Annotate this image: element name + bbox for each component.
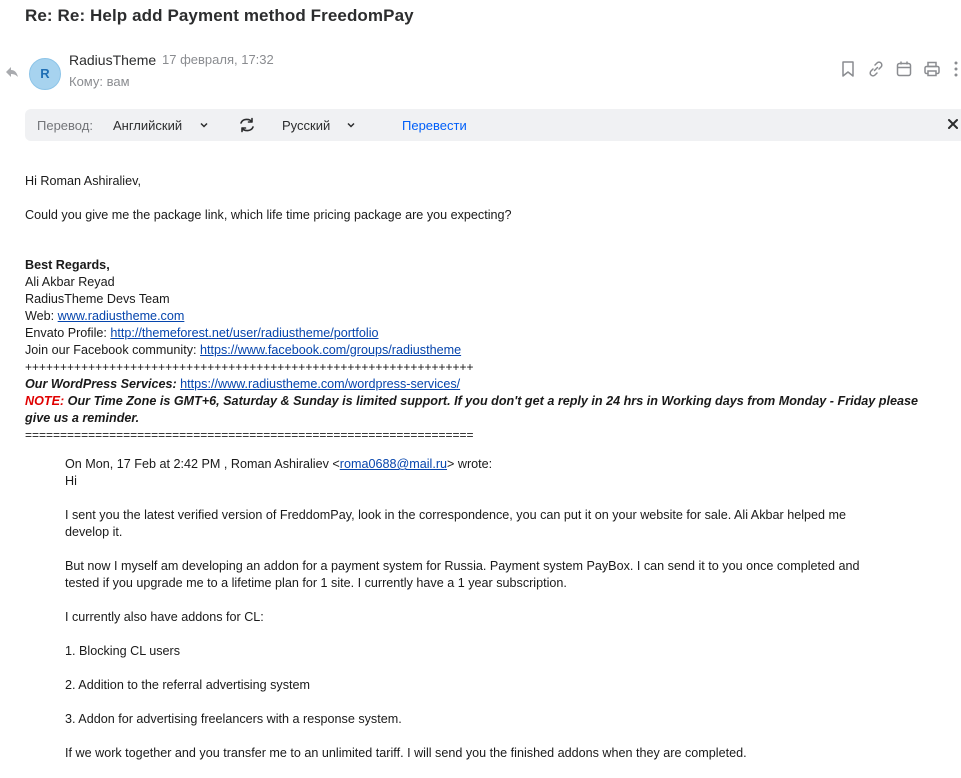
list-item: 2. Addition to the referral advertising system	[65, 678, 310, 692]
swap-languages-icon[interactable]	[238, 117, 256, 133]
note-label: NOTE:	[25, 394, 65, 408]
translate-bar	[25, 109, 961, 141]
equals-divider: ================================================================	[25, 428, 474, 442]
question: Could you give me the package link, which life time pricing package are you expecting?	[25, 208, 512, 222]
services-link[interactable]: https://www.radiustheme.com/wordpress-services/	[180, 377, 461, 391]
recipient-line: Кому: вам	[69, 74, 130, 89]
quote-hi: Hi	[65, 474, 77, 488]
translate-button[interactable]: Перевести	[402, 118, 467, 133]
signature-services	[25, 376, 460, 393]
source-language-select[interactable]: Английский	[113, 118, 183, 133]
bookmark-icon[interactable]	[839, 60, 857, 78]
email-subject: Re: Re: Help add Payment method FreedomPay	[25, 6, 414, 25]
signature-web	[25, 308, 184, 325]
signature-name: Ali Akbar Reyad	[25, 275, 115, 289]
timezone-note	[25, 393, 918, 410]
facebook-link[interactable]: https://www.facebook.com/groups/radiustheme	[200, 343, 462, 357]
greeting: Hi Roman Ashiraliev,	[25, 174, 141, 188]
quote-paragraph-2-cont: tested if you upgrade me to a lifetime plan for 1 site. I currently have a 1 year subscription.	[65, 576, 567, 590]
close-icon[interactable]	[945, 116, 961, 132]
quote-paragraph-4: If we work together and you transfer me to an unlimited tariff. I will send you the finished addons when they are completed.	[65, 746, 747, 760]
envato-label: Envato Profile:	[25, 326, 111, 340]
facebook-label: Join our Facebook community:	[25, 343, 200, 357]
quote-paragraph-2: But now I myself am developing an addon for a payment system for Russia. Payment system PayBox. I can send it to you once completed and	[65, 559, 860, 573]
signature-facebook	[25, 342, 461, 359]
signature-envato	[25, 325, 379, 342]
translate-label: Перевод:	[37, 118, 93, 133]
quote-email-link[interactable]: roma0688@mail.ru	[339, 457, 448, 471]
avatar[interactable]: R	[29, 58, 61, 90]
target-language-select[interactable]: Русский	[282, 118, 331, 133]
reply-arrow-icon[interactable]	[5, 66, 19, 78]
chevron-down-icon[interactable]	[200, 122, 208, 128]
list-item: 1. Blocking CL users	[65, 644, 181, 658]
signature-team: RadiusTheme Devs Team	[25, 292, 170, 306]
email-date: 17 февраля, 17:32	[162, 52, 274, 67]
quote-paragraph-1-cont: develop it.	[65, 525, 123, 539]
quote-header-text: On Mon, 17 Feb at 2:42 PM , Roman Ashiraliev <	[65, 457, 340, 471]
chevron-down-icon[interactable]	[347, 122, 355, 128]
link-icon[interactable]	[867, 60, 885, 78]
quote-paragraph-1: I sent you the latest verified version of FreddomPay, look in the correspondence, you can put it on your website for sale. Ali Akbar helped me	[65, 508, 847, 522]
list-item: 3. Addon for advertising freelancers with a response system.	[65, 712, 402, 726]
print-icon[interactable]	[923, 60, 941, 78]
timezone-note-cont: give us a reminder.	[25, 411, 140, 425]
services-label: Our WordPress Services:	[25, 377, 177, 391]
quote-paragraph-3: I currently also have addons for CL:	[65, 610, 264, 624]
note-text: Our Time Zone is GMT+6, Saturday & Sunday is limited support. If you don't get a reply in 24 hrs in Working days from Monday - Friday please	[64, 394, 919, 408]
web-link[interactable]: www.radiustheme.com	[57, 309, 185, 323]
quote-header-end: > wrote:	[447, 457, 493, 471]
signoff: Best Regards,	[25, 258, 110, 272]
sender-name[interactable]: RadiusTheme	[69, 52, 157, 68]
quote-header	[65, 456, 492, 473]
plus-divider: ++++++++++++++++++++++++++++++++++++++++++++++++++++++++++++++++	[25, 360, 474, 374]
more-icon[interactable]	[951, 60, 961, 78]
envato-link[interactable]: http://themeforest.net/user/radiustheme/portfolio	[110, 326, 379, 340]
calendar-icon[interactable]	[895, 60, 913, 78]
web-label: Web:	[25, 309, 58, 323]
